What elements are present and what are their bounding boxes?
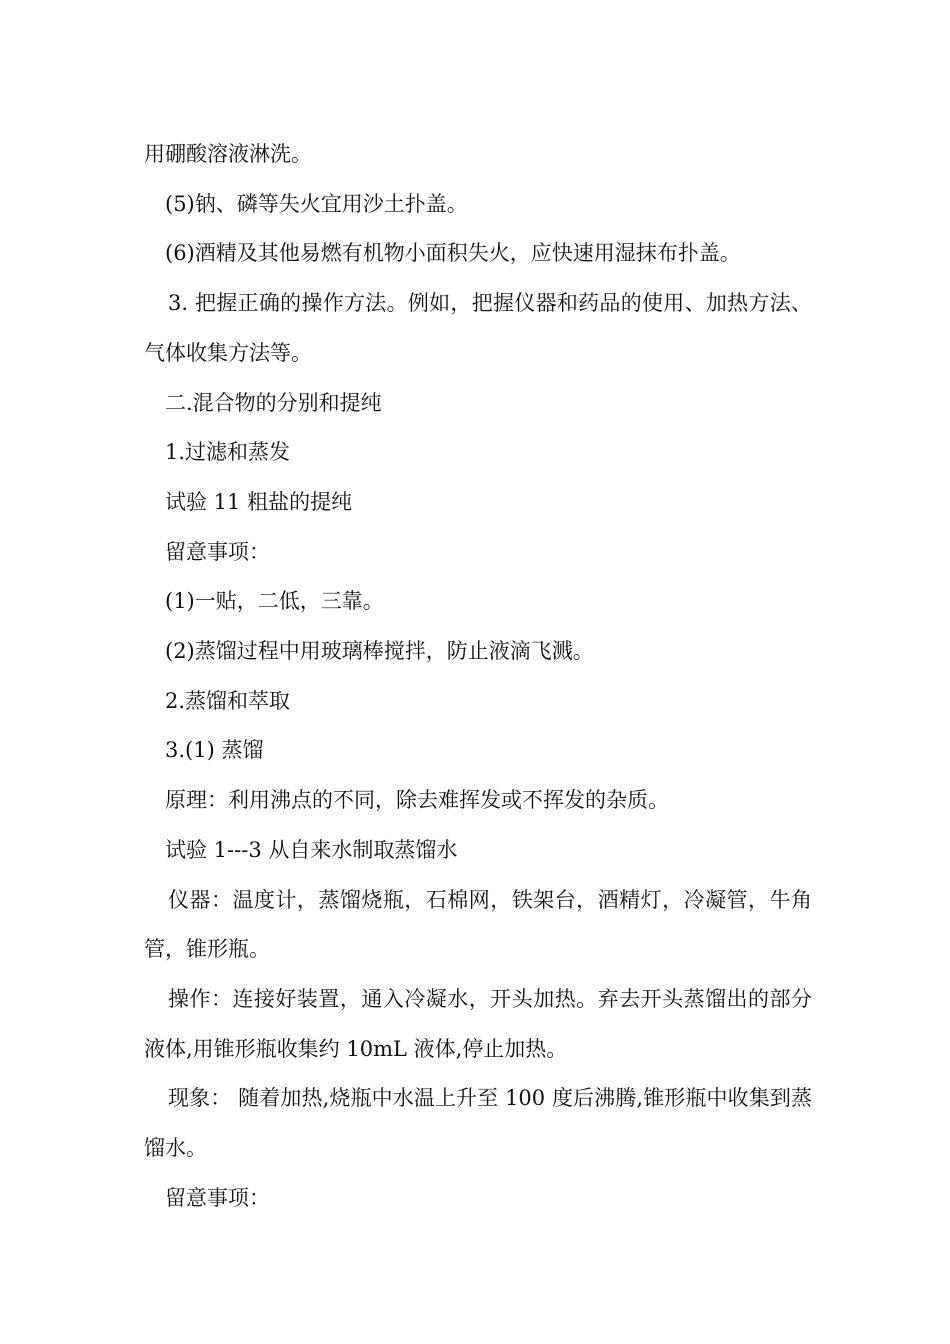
subsection-heading: 2.蒸馏和萃取 [165,688,291,713]
subsection-heading: 1.过滤和蒸发 [165,440,291,465]
paragraph: (6)酒精及其他易燃有机物小面积失火，应快速用湿抹布扑盖。 [165,241,741,266]
paragraph: 操作：连接好装置，通入冷凝水，开头加热。弃去开头蒸馏出的部分液体,用锥形瓶收集约 10mL 液体,停止加热。 [144,986,812,1061]
paragraph: 用硼酸溶液淋洗。 [144,142,312,166]
paragraph: 留意事项： [165,1185,270,1210]
paragraph: 3. 把握正确的操作方法。例如，把握仪器和药品的使用、加热方法、气体收集方法等。 [144,291,812,365]
paragraph: 3.(1) 蒸馏 [165,738,264,763]
paragraph: 试验 1---3 从自来水制取蒸馏水 [165,837,458,862]
paragraph: (2)蒸馏过程中用玻璃棒搅拌，防止液滴飞溅。 [165,639,594,664]
document-body [144,130,812,1223]
paragraph: 留意事项： [165,539,270,564]
section-heading: 二.混合物的分别和提纯 [165,390,382,415]
paragraph: 现象： 随着加热,烧瓶中水温上升至 100 度后沸腾,锥形瓶中收集到蒸馏水。 [144,1086,812,1161]
paragraph: 仪器：温度计，蒸馏烧瓶，石棉网，铁架台，酒精灯，冷凝管，牛角管，锥形瓶。 [144,887,812,962]
paragraph: (5)钠、磷等失火宜用沙土扑盖。 [165,191,468,216]
paragraph: 原理：利用沸点的不同，除去难挥发或不挥发的杂质。 [165,788,669,813]
paragraph: 试验 11 粗盐的提纯 [165,489,353,514]
paragraph: (1)一贴，二低，三靠。 [165,589,384,614]
